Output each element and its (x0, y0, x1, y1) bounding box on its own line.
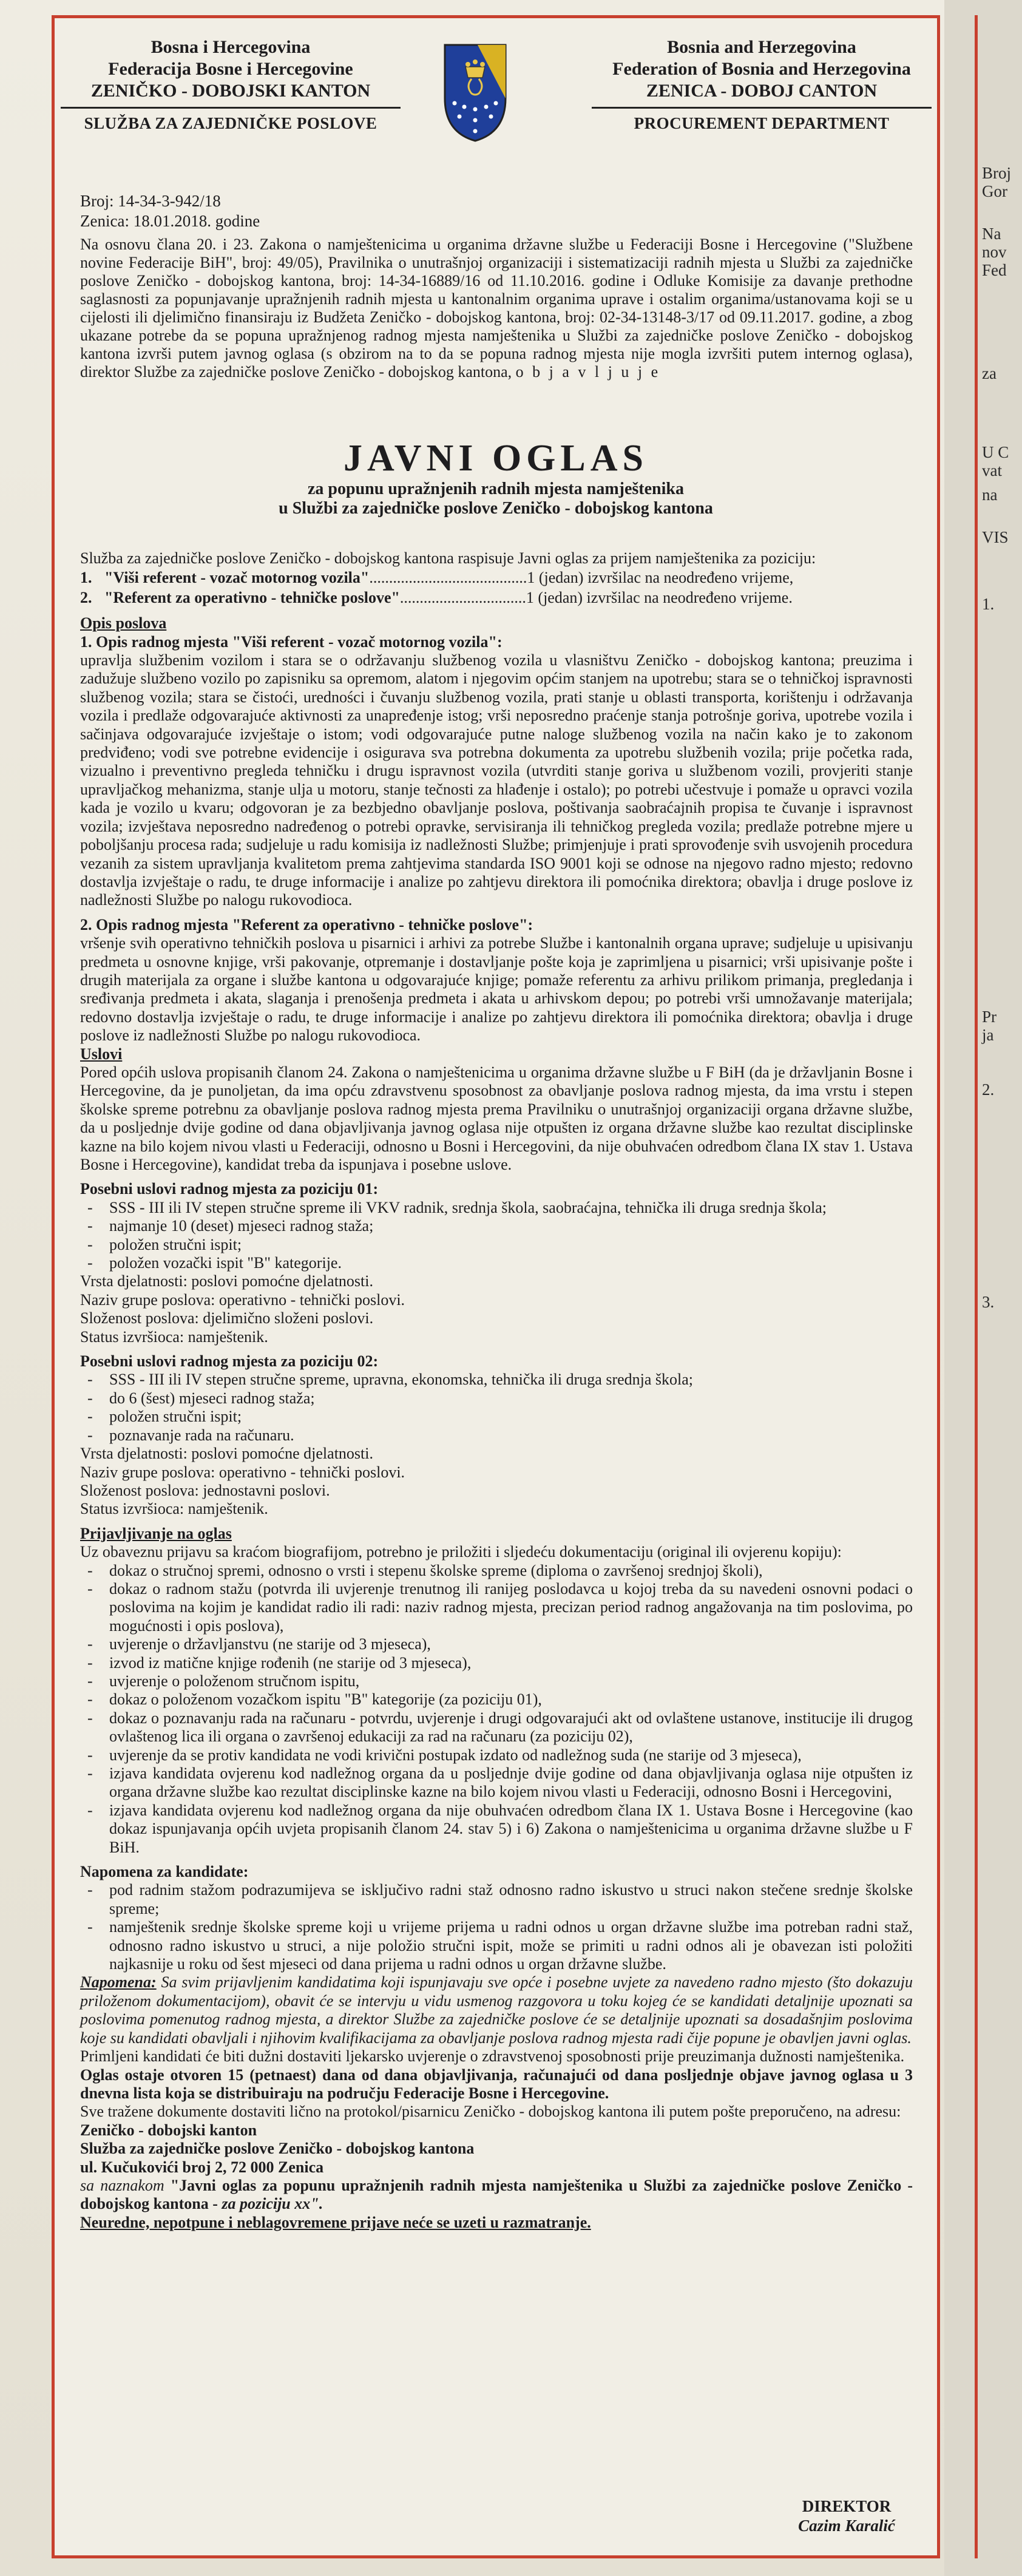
pos2-info: Vrsta djelatnosti: poslovi pomoćne djelatnosti. (80, 1445, 373, 1463)
signature-block (771, 2496, 922, 2535)
list-item: - položen stručni ispit; (80, 1408, 913, 1426)
pos2-requirements (80, 1371, 913, 1445)
header-left-federation: Federacija Bosne i Hercegovine (108, 59, 353, 79)
edge-text: Na (982, 225, 1001, 243)
open-period: Oglas ostaje otvoren 15 (petnaest) dana od dana objavljivanja, računajući od dana posljednje objave javnog oglasa u 3 dnevna lista koja se distribuiraju na području Federacije Bosne i Hercegovine. (80, 2066, 913, 2102)
title-main: JAVNI OGLAS (343, 438, 649, 479)
lead-text: Služba za zajedničke poslove Zeničko - dobojskog kantona raspisuje Javni oglas za prijem namještenika za poziciju: (80, 549, 816, 567)
header-left-rule (61, 107, 401, 109)
job-1-description: upravlja službenim vozilom i stara se o održavanju službenog vozila u vlasništvu Zeničko - dobojskog kantona; preuzima i zadužuje službeno vozilo po zapisniku sa opremom, alatom i njegovim općim stanjem na upotrebu; stara se o tehničkoj ispravnosti službenog vozila; stara se čistoći, uredności i čuvanju službenog vozila, prati stanje u oblasti transporta, korištenju i održavanja vozila i predlaže odgovarajuće aktivnosti za unapređenje istog; vrši neposredno praćenje stanja potrošnje goriva, upotrebe vozila i sačinjava odgovarajuće izvještaje o istom; vodi odgovarajuće putne naloge službenog vozila na način kako je to zakonom predviđeno; vodi sve potrebne evidencije i osigurava sva potrebna dokumenta za upotrebu službenih vozila; prije početka rada, vizualno i preventivno pregleda tehničku i drugu ispravnost vozila (utvrditi stanje goriva u službenom vozili, provjeriti stanje upravljačkog mehanizma, stanje ulja u motoru, stanje tečnosti za hlađenje i ostalo); po potrebi učestvuje i pomaže u opravci vozila kada je vozilo u kvaru; odgovoran je za bezbjedno obavljanje poslova, poštivanja saobraćajnih propisa te čuvanje i ispravnost vozila; izvještava neposredno nadređenog o potrebi opravke, servisiranja ili tehničkog pregleda vozila; predlaže potrebne mjere u poboljšanju procesa rada; sudjeluje u radu komisija iz nadležnosti Službe; primjenjuje i prati sprovođenje svih usvojenih procedura vezanih za sistem upravljanja kvalitetom prema zahtjevima standarda ISO 9001 koji se odnose na njegovo radno mjesto; redovno dostavlja izvještaje o radu, te druge informacije i analize po zahtjevu direktora ili pomoćnika direktora; obavlja i druge poslove iz nadležnosti Službe po nalogu rukovodioca. (80, 651, 913, 909)
header-right-canton: ZENICA - DOBOJ CANTON (646, 81, 878, 101)
marking-suffix: za poziciju xx". (222, 2195, 323, 2213)
pos1-heading: Posebni uslovi radnog mjesta za poziciju 01: (80, 1180, 379, 1198)
list-item: - izvod iz matične knjige rođenih (ne starije od 3 mjeseca), (80, 1654, 913, 1672)
announcement-title (55, 437, 937, 518)
section-heading-opis: Opis poslova (80, 614, 167, 632)
closing-statement: Neuredne, nepotpune i neblagovremene prijave neće se uzeti u razmatranje. (80, 2213, 591, 2231)
edge-text: za (982, 364, 997, 382)
list-item: - dokaz o radnom stažu (potvrda ili uvjerenje trenutnog ili ranijeg poslodavca u kojoj treba da su navedeni osnovni podaci o poslovima na kojim je kandidat radio ili radi: naziv radnog mjesta, precizan period radnog angažovanja na tim poslovima, po mogućnosti i opis poslova), (80, 1580, 913, 1635)
pos1-requirements (80, 1199, 913, 1273)
general-conditions: Pored općih uslova propisanih članom 24. Zakona o namještenicima u organima državne službe u F BiH (da je državljanin Bosne i Hercegovine, da je punoljetan, da ima opću zdravstvenu sposobnost za obavljanje poslova radnog mjesta, da ima vrstu i stepen školske spreme potrebnu za obavljanje poslova radnog mjesta prema Pravilniku o unutrašnjoj organizaciji organa državne službe, da u posljednje dvije godine od dana objavljivanja javnog oglasa nije otpušten iz organa državne službe kao rezultat disciplinske kazne na bilo kojem nivou vlasti u Federaciji, odnosno u Bosni i Hercegovini, da nije obuhvaćen odredbom člana IX stav 1. Ustava Bosne i Hercegovine), kandidat treba da ispunjava i posebne uslove. (80, 1063, 913, 1173)
title-sub-1: za popunu upražnjenih radnih mjesta namještenika (308, 480, 684, 498)
signature-name: Cazim Karalić (798, 2517, 895, 2535)
note-heading: Napomena za kandidate: (80, 1863, 249, 1881)
address-line: ul. Kučukovići broj 2, 72 000 Zenica (80, 2158, 324, 2176)
edge-text: Fed (982, 261, 1007, 279)
position-name: "Referent za operativno - tehničke poslove" (104, 588, 400, 606)
header-right-department: PROCUREMENT DEPARTMENT (634, 114, 890, 132)
list-item: - izjava kandidata ovjerenu kod nadležnog organa da u posljednje dvije godine od dana objavljivanja oglasa nije otpušten iz organa državne službe kao rezultat disciplinske kazne na bilo kojem nivou vlasti u Federaciji, odnosno Bosni i Hercegovini, (80, 1764, 913, 1802)
header-right-federation: Federation of Bosnia and Herzegovina (612, 59, 911, 79)
edge-text: 1. (982, 595, 995, 613)
interview-note-label: Napomena: (80, 1973, 157, 1991)
document-date: Zenica: 18.01.2018. godine (80, 212, 260, 230)
pos1-info: Naziv grupe poslova: operativno - tehnički poslovi. (80, 1290, 405, 1309)
list-item: - uvjerenje o položenom stručnom ispitu, (80, 1672, 913, 1690)
legal-preamble (80, 236, 913, 381)
edge-text: na (982, 486, 998, 504)
marking-text: "Javni oglas za popunu upražnjenih radnih mjesta namještenika u Službi za zajedničke poslove Zeničko - dobojskog kantona - (80, 2176, 913, 2213)
title-sub-2: u Službi za zajedničke poslove Zeničko - dobojskog kantona (279, 499, 713, 518)
position-name: "Viši referent - vozač motornog vozila" (104, 569, 370, 587)
interview-note-text: Sa svim prijavljenim kandidatima koji ispunjavaju sve opće i posebne uvjete za navedeno radno mjesto (što dokazuju priloženom dokumentacijom), obavit će se intervju u vidu usmenog razgovora u toku kojeg će se kandidati detaljnije upoznati sa poslovima pomenutog radnog mjesta, a direktor Službe za zajedničke poslove će se detaljnije upoznati sa dosadašnjim poslovima koje su kandidati obavljali i njihovim kvalifikacijama za obavljanje poslova radnog mjesta radi čije popune je obavljen javni oglas. (80, 1973, 913, 2047)
list-item: - uvjerenje o državljanstvu (ne starije od 3 mjeseca), (80, 1635, 913, 1653)
position-count: 1 (jedan) izvršilac na neodređeno vrijeme, (527, 569, 794, 587)
list-item: - položen vozački ispit "B" kategorije. (80, 1254, 913, 1272)
pos1-info: Status izvršioca: namještenik. (80, 1327, 268, 1346)
position-dots: ........................................ (369, 569, 527, 587)
announcement-frame (52, 15, 940, 2558)
header-left-canton: ZENIČKO - DOBOJSKI KANTON (90, 81, 371, 101)
document-number: Broj: 14-34-3-942/18 (80, 192, 221, 210)
position-number: 1. (80, 569, 92, 587)
job-1-heading: 1. Opis radnog mjesta "Viši referent - vozač motornog vozila": (80, 632, 503, 651)
list-item: - pod radnim stažom podrazumijeva se isključivo radni staž odnosno radno iskustvo u struci nakon stečene srednje školske spreme; (80, 1881, 913, 1918)
job-2-heading: 2. Opis radnog mjesta "Referent za operativno - tehničke poslove": (80, 915, 533, 934)
pos1-info: Vrsta djelatnosti: poslovi pomoćne djelatnosti. (80, 1272, 373, 1290)
health-note: Primljeni kandidati će biti dužni dostaviti ljekarsko uvjerenje o zdravstvenoj sposobnosti prije preuzimanja dužnosti namještenika. (80, 2047, 905, 2066)
pos2-heading: Posebni uslovi radnog mjesta za poziciju 02: (80, 1352, 379, 1371)
list-item: - poznavanje rada na računaru. (80, 1426, 913, 1445)
submission-instructions: Sve tražene dokumente dostaviti lično na protokol/pisarnicu Zeničko - dobojskog kantona ili putem pošte preporučeno, na adresu: (80, 2103, 901, 2121)
job-2-description: vršenje svih operativno tehničkih poslova u pisarnici i arhivi za potrebe Službe i kantonalnih organa uprave; sudjeluje u upisivanju predmeta u osnovne knjige, vrši pakovanje, otpremanje i dostavljanje pošte koja je zaprimljena u pisarnici; vrši upisivanje pošte i drugih materijala za organe i službe kantona u odgovarajuće knjige; pomaže referentu za arhivu prilikom primanja, pregledanja i sređivanja predmeta i akata, slaganja i prenošenja predmeta i akata u arhivskom depou; po potrebi vrši umnožavanje materijala; redovno dostavlja izvještaje o radu, te druge informacije i analize po zahtjevu direktora ili pomoćnika direktora; obavlja i druge poslove iz nadležnosti Službe po nalogu rukovodioca. (80, 934, 913, 1045)
candidate-notes (80, 1881, 913, 1973)
interview-note (80, 1973, 913, 2047)
section-heading-uslovi: Uslovi (80, 1045, 123, 1063)
position-count: 1 (jedan) izvršilac na neodređeno vrijeme. (526, 588, 793, 606)
edge-text: 3. (982, 1293, 995, 1311)
edge-text: vat (982, 461, 1002, 480)
list-item: - do 6 (šest) mjeseci radnog staža; (80, 1389, 913, 1408)
document-meta (80, 191, 260, 231)
edge-text: 2. (982, 1080, 995, 1099)
required-documents (80, 1562, 913, 1857)
address-line: Služba za zajedničke poslove Zeničko - dobojskog kantona (80, 2140, 475, 2158)
announcement-body (80, 549, 913, 2232)
header-left-department: SLUŽBA ZA ZAJEDNIČKE POSLOVE (84, 114, 377, 132)
edge-text: Broj (982, 164, 1012, 182)
list-item: - SSS - III ili IV stepen stručne spreme, upravna, ekonomska, tehnička ili druga srednja škola; (80, 1371, 913, 1389)
coat-of-arms-icon (441, 42, 509, 143)
preamble-text: Na osnovu člana 20. i 23. Zakona o namještenicima u organima državne službe u Federaciji Bosne i Hercegovine ("Službene novine Federacije BiH", broj: 49/05), Pravilnika o unutrašnjoj organizaciji i sistematizaciji radnih mjesta u Službi za zajedničke poslove Zeničko - dobojskog kantona, broj: 14-34-16889/16 od 11.10.2016. godine i Odluke Komisije za davanje prethodne saglasnosti za popunjavanje upražnjenih radnih mjesta u kantonalnim organima uprave i ostalim organima/ustanovama koji se u cijelosti ili djelimično finansiraju iz Budžeta Zeničko - dobojskog kantona, broj: 02-34-13148-3/17 od 09.11.2017. godine, a zbog ukazane potrebe da se popuna upražnjenog radnog mjesta namještenika u Službi za zajedničke poslove Zeničko - dobojskog kantona izvrši putem javnog oglasa (s obzirom na to da se popuna radnog mjesta nije mogla izvršiti putem internog oglasa), direktor Službe za zajedničke poslove Zeničko - dobojskog kantona, (80, 236, 913, 381)
envelope-marking (80, 2177, 913, 2214)
edge-text: Pr (982, 1008, 997, 1026)
header-left-country: Bosna i Hercegovina (151, 37, 311, 57)
edge-text: Gor (982, 182, 1007, 200)
list-item: - izjava kandidata ovjerenu kod nadležnog organa da nije obuhvaćen odredbom člana IX 1. Ustava Bosne i Hercegovine (kao dokaz ispunjavanja općih uvjeta propisanih članom 24. stav 5) i 6) Zakona o namještenicima u organima državne službe u F BiH. (80, 1802, 913, 1857)
signature-role: DIREKTOR (802, 2497, 892, 2515)
adjacent-frame (975, 15, 1022, 2558)
list-item: - uvjerenje da se protiv kandidata ne vodi krivični postupak izdato od nadležnog suda (ne starije od 3 mjeseca), (80, 1746, 913, 1764)
edge-text: U C (982, 443, 1009, 461)
list-item: - položen stručni ispit; (80, 1236, 913, 1254)
application-lead: Uz obaveznu prijavu sa kraćom biografijom, potrebno je priložiti i sljedeću dokumentaciju (original ili ovjerenu kopiju): (80, 1543, 842, 1561)
position-number: 2. (80, 588, 92, 606)
preamble-announces: o b j a v l j u j e (515, 363, 661, 381)
edge-text: VIS (982, 528, 1009, 546)
list-item: - namještenik srednje školske spreme koji u vrijeme prijema u radni odnos u organ državne službe ima potreban radni staž, odnosno radno iskustvo u struci, a nije položio stručni ispit, može se primiti u radni odnos ali je obavezan isti položiti najkasnije u roku od šest mjeseci od dana prijema u radni odnos u organ državne službe. (80, 1918, 913, 1973)
list-item: - SSS - III ili IV stepen stručne spreme ili VKV radnik, srednja škola, saobraćajna, tehnička ili druga srednja škola; (80, 1199, 913, 1217)
pos2-info: Status izvršioca: namještenik. (80, 1500, 268, 1518)
adjacent-page-edge (944, 0, 1022, 2576)
header-right (586, 36, 938, 134)
edge-text: ja (982, 1026, 994, 1044)
header-right-rule (592, 107, 932, 109)
list-item: - dokaz o položenom vozačkom ispitu "B" kategorije (za poziciju 01), (80, 1690, 913, 1709)
section-heading-prijava: Prijavljivanje na oglas (80, 1524, 232, 1542)
list-item: - najmanje 10 (deset) mjeseci radnog staža; (80, 1217, 913, 1235)
position-row-1 (80, 569, 913, 587)
position-row-2 (80, 589, 913, 607)
pos1-info: Složenost poslova: djelimično složeni poslovi. (80, 1309, 374, 1327)
header-left (55, 36, 407, 134)
position-dots: ................................ (399, 588, 526, 606)
pos2-info: Naziv grupe poslova: operativno - tehnički poslovi. (80, 1463, 405, 1481)
list-item: - dokaz o stručnoj spremi, odnosno o vrsti i stepenu školske spreme (diploma o završenoj srednjoj školi), (80, 1562, 913, 1580)
pos2-info: Složenost poslova: jednostavni poslovi. (80, 1481, 330, 1499)
address-line: Zeničko - dobojski kanton (80, 2121, 257, 2139)
header-right-country: Bosnia and Herzegovina (667, 37, 856, 57)
list-item: - dokaz o poznavanju rada na računaru - potvrdu, uvjerenje i drugi odgovarajući akt od ovlaštene ustanove, institucije ili drugog ovlaštenog lica ili organa o završenoj edukaciji za rad na računaru (za poziciju 02), (80, 1709, 913, 1746)
edge-text: nov (982, 243, 1007, 261)
marking-prefix: sa naznakom (80, 2176, 164, 2194)
